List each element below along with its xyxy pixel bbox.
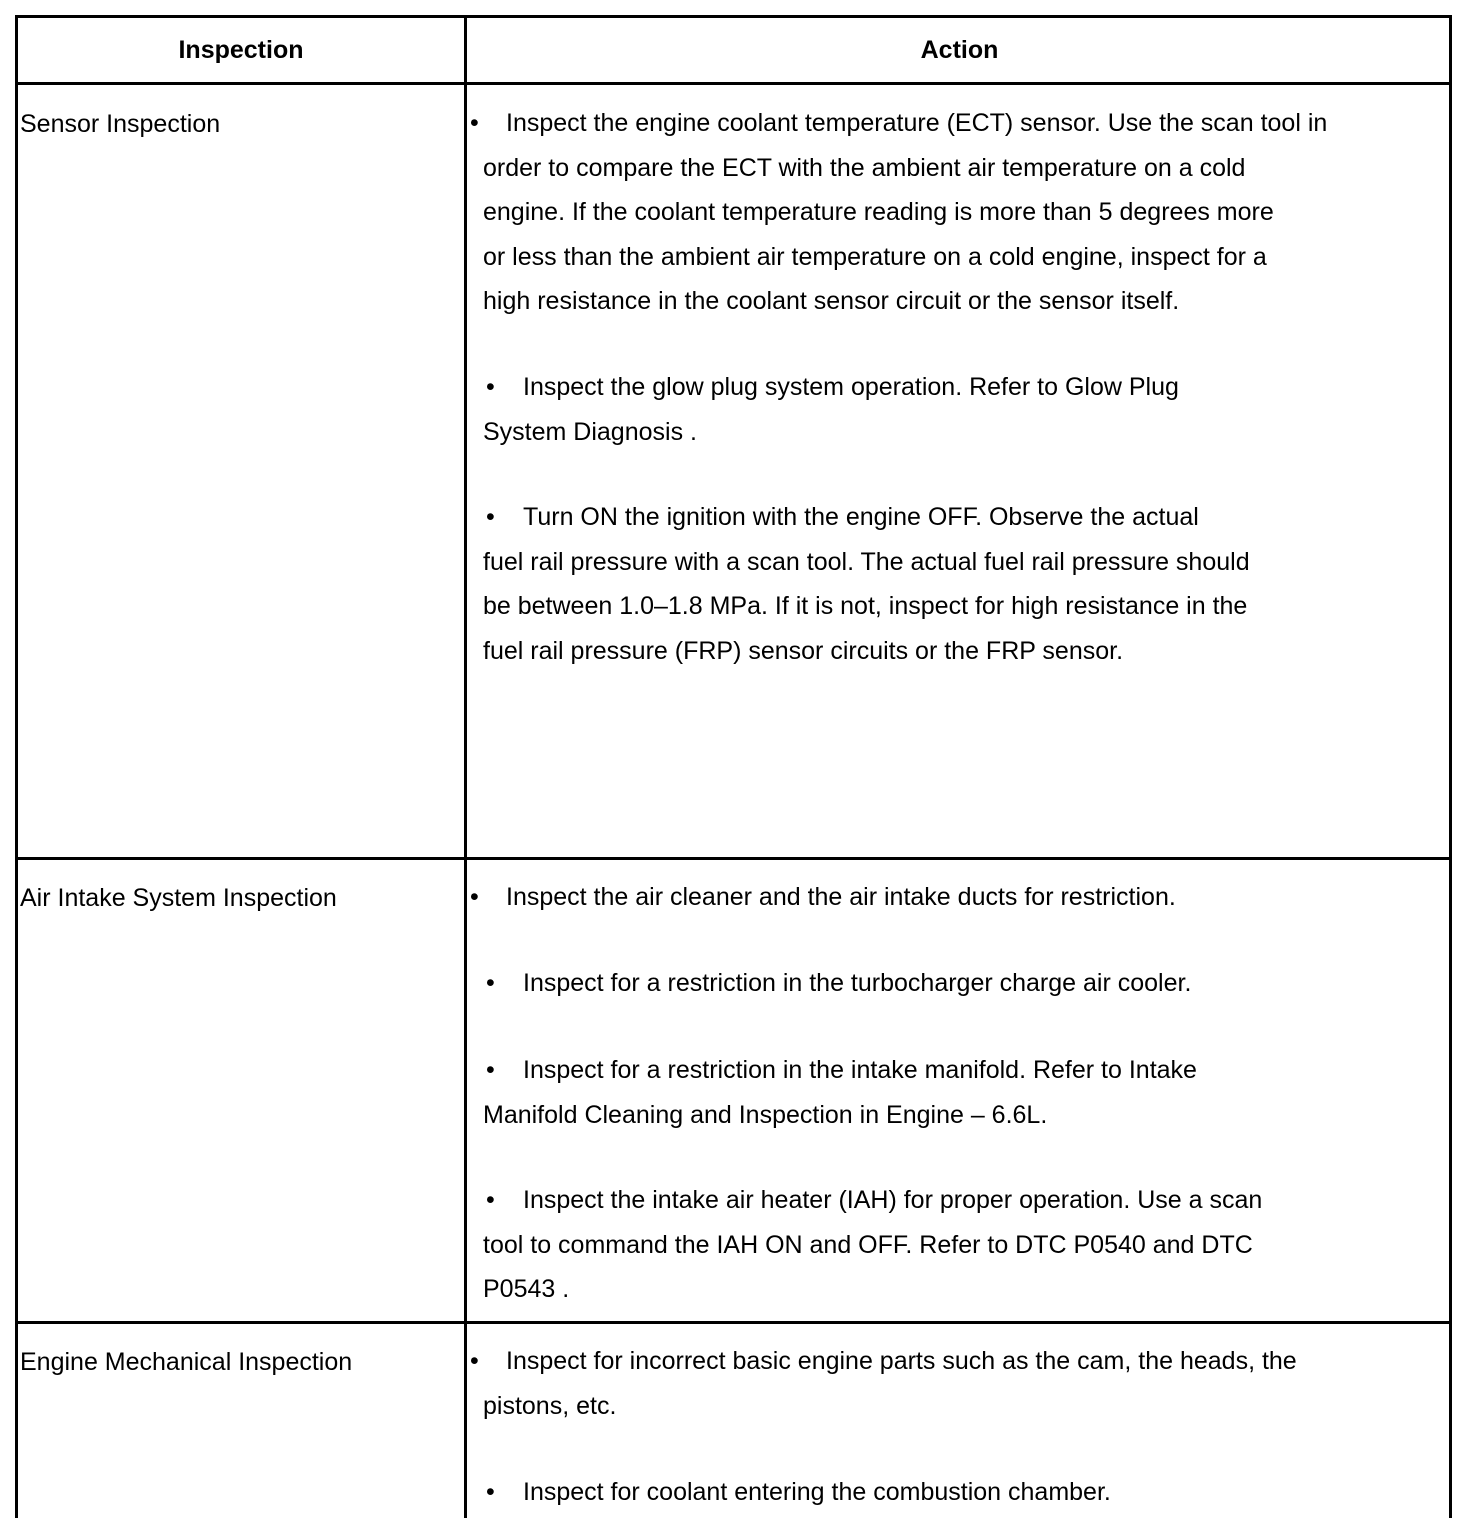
action-line: Inspect the glow plug system operation. Refer to Glow Plug (523, 373, 1179, 401)
action-item (470, 101, 1328, 324)
action-line: Inspect the engine coolant temperature (ECT) sensor. Use the scan tool in (506, 109, 1328, 137)
inspection-air-intake: Air Intake System Inspection (20, 884, 337, 912)
action-line: fuel rail pressure (FRP) sensor circuits or the FRP sensor. (483, 636, 1124, 665)
bullet: • (486, 1056, 495, 1084)
action-item (483, 495, 1250, 673)
bullet: • (486, 503, 495, 531)
action-line: pistons, etc. (483, 1391, 617, 1420)
action-item (470, 1339, 1297, 1428)
action-line: Inspect the intake air heater (IAH) for proper operation. Use a scan (523, 1186, 1263, 1214)
action-line: high resistance in the coolant sensor circuit or the sensor itself. (483, 287, 1180, 315)
bullet: • (470, 1347, 479, 1375)
action-line: System Diagnosis . (483, 417, 697, 446)
action-line: Inspect for a restriction in the turbocharger charge air cooler. (523, 969, 1192, 997)
action-line: or less than the ambient air temperature on a cold engine, inspect for a (483, 242, 1267, 271)
action-line: order to compare the ECT with the ambient air temperature on a cold (483, 153, 1246, 182)
action-item (483, 1470, 1111, 1515)
bullet: • (486, 1186, 495, 1214)
row-divider (15, 1321, 1452, 1324)
action-item (483, 1048, 1197, 1137)
bullet: • (486, 969, 495, 997)
action-item (483, 1178, 1262, 1312)
inspection-engine-mechanical: Engine Mechanical Inspection (20, 1348, 353, 1376)
row-divider (15, 857, 1452, 860)
action-line: be between 1.0–1.8 MPa. If it is not, inspect for high resistance in the (483, 592, 1248, 620)
action-line: tool to command the IAH ON and OFF. Refer to DTC P0540 and DTC (483, 1230, 1253, 1259)
action-line: P0543 . (483, 1275, 570, 1303)
header-inspection: Inspection (178, 36, 304, 64)
action-item (483, 365, 1179, 454)
header-action: Action (920, 36, 999, 64)
bullet: • (486, 373, 495, 401)
bullet: • (486, 1478, 495, 1506)
inspection-sensor: Sensor Inspection (20, 110, 221, 138)
action-item (483, 961, 1191, 1006)
action-item (470, 875, 1176, 920)
column-divider (464, 15, 467, 1518)
action-line: fuel rail pressure with a scan tool. The actual fuel rail pressure should (483, 547, 1250, 576)
action-line: Inspect for a restriction in the intake manifold. Refer to Intake (523, 1056, 1197, 1084)
header-divider (15, 82, 1452, 85)
action-line: Manifold Cleaning and Inspection in Engine – 6.6L. (483, 1100, 1048, 1129)
bullet: • (470, 109, 479, 137)
action-line: Inspect the air cleaner and the air intake ducts for restriction. (506, 883, 1176, 911)
action-line: Inspect for coolant entering the combustion chamber. (523, 1478, 1111, 1506)
action-line: Turn ON the ignition with the engine OFF. Observe the actual (523, 503, 1199, 531)
action-line: Inspect for incorrect basic engine parts such as the cam, the heads, the (506, 1347, 1297, 1375)
bullet: • (470, 883, 479, 911)
action-line: engine. If the coolant temperature reading is more than 5 degrees more (483, 198, 1274, 226)
